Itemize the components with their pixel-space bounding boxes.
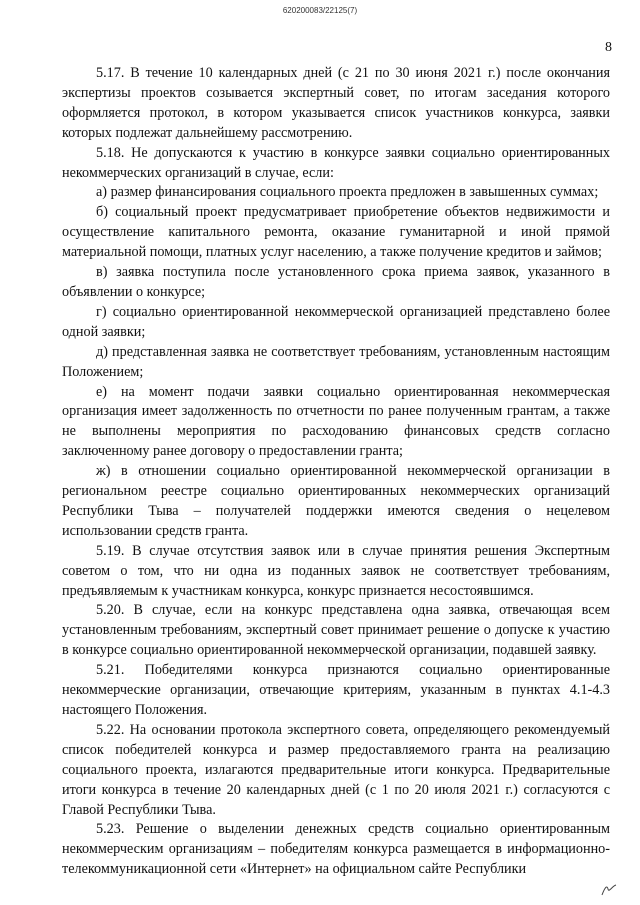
list-item-a: а) размер финансирования социального проекта предложен в завышенных суммах;: [96, 184, 599, 201]
paragraph-5-19: 5.19. В случае отсутствия заявок или в случае принятия решения Экспертным советом о том, что ни одна из поданных заявок не соответствует требованиям, предъявляемым к участникам конкурса, конкурс признается несостоявшимся.: [62, 542, 610, 599]
document-id: 620200083/22125(7): [282, 6, 358, 15]
list-item-v: в) заявка поступила после установленного срока приема заявок, указанного в объявлении о конкурсе;: [62, 264, 610, 300]
list-item-zh: ж) в отношении социально ориентированной некоммерческой организации в региональном реестре социально ориентированных некоммерческих организаций Республики Тыва – получателей поддержки имеются сведения о нецелевом использовании средств гранта.: [62, 463, 610, 539]
list-item-g: г) социально ориентированной некоммерческой организацией представлено более одной заявки;: [62, 303, 610, 340]
paragraph-5-22: 5.22. На основании протокола экспертного совета, определяющего рекомендуемый список победителей конкурса и размер предоставляемого гранта на реализацию социального проекта, излагаются предварительные итоги конкурса. Предварительные итоги конкурса в течение 20 календарных дней (с 1 по 20 июля 2021 г.) согласуются с Главой Республики Тыва.: [62, 721, 610, 818]
document-body: [62, 64, 610, 880]
list-item-e: е) на момент подачи заявки социально ориентированная некоммерческая организация имеет задолженность по отчетности по ранее полученным грантам, а также не выполнены мероприятия по расходованию финансовых средств согласно заключенному ранее договору о предоставлении гранта;: [62, 383, 610, 460]
list-item-b: б) социальный проект предусматривает приобретение объектов недвижимости и осуществление капитального ремонта, оказание гуманитарной и иной прямой материальной помощи, платных услуг населению, а также получение кредитов и займов;: [62, 204, 610, 261]
paragraph-5-17: 5.17. В течение 10 календарных дней (с 21 по 30 июня 2021 г.) после окончания экспертизы проектов созывается экспертный совет, по итогам заседания которого оформляется протокол, в котором указывается список участников конкурса, заявки которых подлежат дальнейшему рассмотрению.: [62, 65, 610, 141]
paragraph-5-18: 5.18. Не допускаются к участию в конкурсе заявки социально ориентированных некоммерческих организаций в случае, если:: [62, 144, 610, 181]
paragraph-5-20: 5.20. В случае, если на конкурс представлена одна заявка, отвечающая всем установленным требованиям, экспертный совет принимает решение о допуске к участию в конкурсе социально ориентированной некоммерческой организации, подавшей заявку.: [62, 602, 610, 659]
page-number: 8: [605, 40, 612, 55]
list-item-d: д) представленная заявка не соответствует требованиям, установленным настоящим Положением;: [62, 343, 610, 380]
handwritten-mark-icon: [600, 883, 618, 897]
paragraph-5-23: 5.23. Решение о выделении денежных средств социально ориентированным некоммерческим организациям – победителям конкурса размещается в информационно-телекоммуникационной сети «Интернет» на официальном сайте Республики: [62, 821, 610, 878]
paragraph-5-21: 5.21. Победителями конкурса признаются социально ориентированные некоммерческие организации, отвечающие критериям, указанным в пунктах 4.1-4.3 настоящего Положения.: [62, 662, 610, 718]
